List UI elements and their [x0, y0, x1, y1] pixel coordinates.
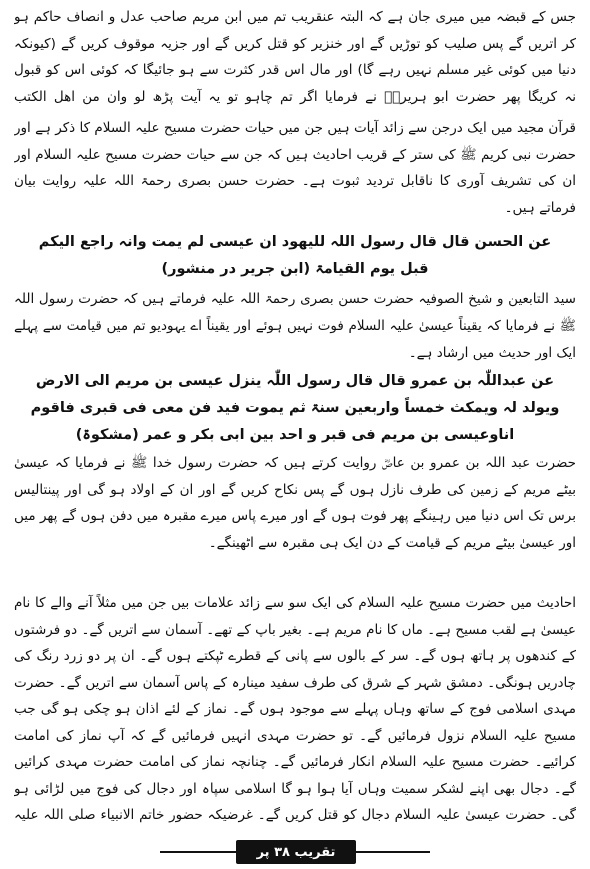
- arabic-hadith-abdullah-line3: اناوعیسی بن مریم فی قبر و احد بین ابی بکر و عمر (مشکوۃ): [75, 427, 515, 443]
- arabic-hadith-abdullah-line1: عن عبداللّٰہ بن عمرو قال قال رسول اللّٰہ ینزل عیسی بن مریم الی الارض: [35, 373, 555, 389]
- arabic-hadith-abdullah-line2: ویولد لہ ویمکث خمساً واربعین سنۃ ثم یموت فید فن معی فی قبری فاقوم: [30, 400, 560, 416]
- arabic-hadith-hasan-line1: عن الحسن قال قال رسول اللہ للیھود ان عیسی لم یمت وانہ راجع الیکم: [38, 234, 552, 250]
- page-footer-label: تقریب ۳۸ پر: [236, 840, 356, 864]
- paragraph-another-hadith: ایک اور حدیث میں ارشاد ہے۔: [408, 345, 576, 361]
- paragraph-hasan-basri: سید التابعین و شیخ الصوفیہ حضرت حسن بصری رحمۃ اللہ علیہ فرماتے ہیں کہ حضرت رسول اللہ ﷺ نے فرمایا کہ یقیناً عیسیٰ علیہ السلام فوت نہیں ہوئے اور یقیناً اے یہودیو تم میں قیامت سے پہلے: [14, 291, 576, 334]
- arabic-hadith-hasan-line2: قبل یوم القیامۃ (ابن جریر در منشور): [161, 261, 429, 277]
- paragraph-hadith-ibn-maryam: جس کے قبضہ میں میری جان ہے کہ البتہ عنقریب تم میں ابن مریم صاحب عدل و انصاف حاکم ہو کر اتریں گے پس صلیب کو توڑیں گے اور خنزیر کو قتل کریں گے اور جزیہ موقوف کریں گے (کیونکہ دنیا میں کوئی غیر مسلم نہیں رہے گا) اور مال اس قدر کثرت سے ہو جائیگا کہ کوئی اس کو قبول نہ کریگا پھر حضرت ابو ہریرہؓ نے فرمایا اگر تم چاہو تو یہ آیت پڑھ لو وان من اھل الکتب: [14, 9, 576, 105]
- paragraph-abdullah-bin-amr: حضرت عبد اللہ بن عمرو بن عاصؓ روایت کرتے ہیں کہ حضرت رسول خدا ﷺ نے فرمایا کہ عیسیٰ بیٹے مریم کے زمین کی طرف نازل ہوں گے پس نکاح کریں گے اور ان کے اولاد ہو گی اور پینتالیس برس تک اس دنیا میں رہینگے پھر فوت ہوں گے اور میرے پاس میرے مقبرہ میں دفن ہوں گے پھر میں اور عیسیٰ بیٹے مریم کے قیامت کے دن ایک ہی مقبرہ سے اٹھینگے۔: [14, 455, 576, 551]
- paragraph-quran-hadith-count: قرآن مجید میں ایک درجن سے زائد آیات ہیں جن میں حیات حضرت مسیح علیہ السلام کا ذکر ہے اور حضرت نبی کریم ﷺ کی ستر کے قریب احادیث ہیں کہ جن سے حیات حضرت مسیح علیہ السلام اور ان کی تشریف آوری کا ناقابل تردید ثبوت ہے۔ حضرت حسن بصری رحمۃ اللہ علیہ روایت بیان فرماتے ہیں۔: [14, 120, 576, 216]
- paragraph-signs-of-messiah: احادیث میں حضرت مسیح علیہ السلام کی ایک سو سے زائد علامات بیں جن میں مثلاً آنے والے کا نام عیسیٰ ہے لقب مسیح ہے۔ ماں کا نام مریم ہے۔ بغیر باپ کے تھے۔ آسمان سے اتریں گے۔ دو فرشتوں کے کندھوں پر ہاتھ ہوں گے۔ سر کے بالوں سے پانی کے قطرے ٹپکتے ہوں گے۔ ان پر دو زرد رنگ کی چادریں ہونگی۔ دمشق شہر کے شرق کی طرف سفید مینارہ کے پاس آسمان سے اتریں گے۔ حضرت مہدی اسلامی فوج کے ساتھ وہاں پہلے سے موجود ہوں گے۔ نماز کے لئے اذان ہو چکی ہو گی جب مسیح علیہ السلام نزول فرمائیں گے۔ تو حضرت مہدی انہیں فرمائیں گے کہ آپ نماز کی امامت کرائیے۔ حضرت مسیح علیہ السلام انکار فرمائیں گے۔ چنانچہ نماز کی امامت حضرت مہدی کرائیں گے۔ دجال بھی اپنے لشکر سمیت وہاں آیا ہوا ہو گا اسلامی سپاہ اور دجال کی فوج میں لڑائی ہو گی۔ حضرت عیسیٰ علیہ السلام دجال کو قتل کریں گے۔ غرضیکہ حضور خاتم الانبیاء صلی اللہ علیہ: [14, 595, 576, 823]
